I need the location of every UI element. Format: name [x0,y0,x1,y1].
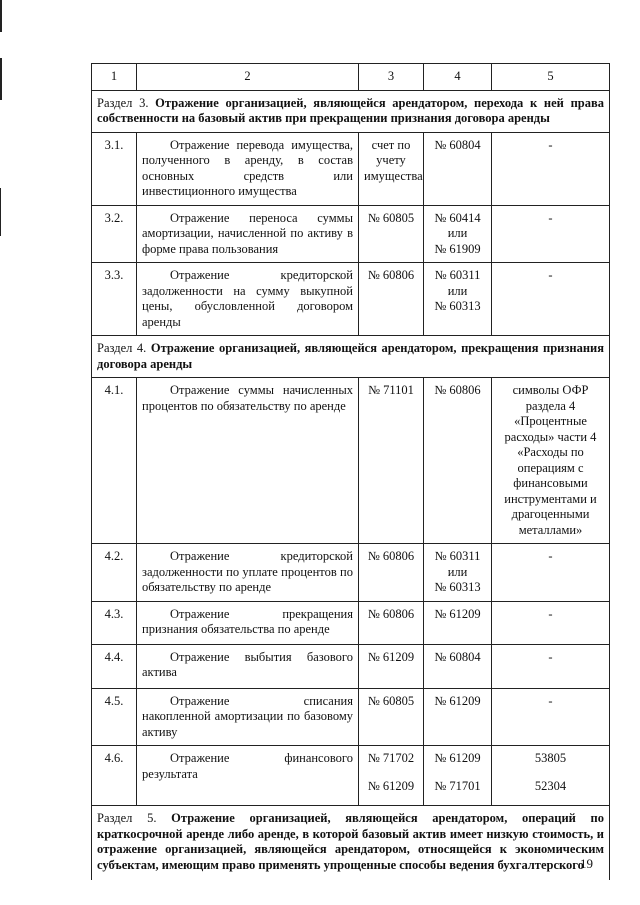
credit-line: № 71701 [434,778,481,793]
debit-account: № 61209 [359,644,424,688]
section-prefix: Раздел 4. [97,341,147,355]
debit-account: № 60806 [359,601,424,644]
row-number: 3.1. [92,132,137,205]
credit-account [424,746,492,806]
table-row [92,746,610,806]
debit-account: № 60806 [359,263,424,336]
table-row [92,544,610,602]
credit-line: или [447,283,468,298]
page-number: 19 [580,856,593,871]
section-prefix: Раздел 5. [97,811,157,825]
credit-account [424,263,492,336]
operation-description: Отражение кредиторской задолженности на сумму выкупной цены, обусловленной договором аренды [137,263,359,336]
credit-line: № 60806 [434,383,481,397]
credit-line: № 61209 [434,693,481,708]
row-number: 4.6. [92,746,137,806]
operation-description: Отражение переноса суммы амортизации, начисленной по активу в форме права пользования [137,205,359,263]
header-cell: 2 [137,64,359,91]
header-cell: 4 [424,64,492,91]
header-cell: 3 [359,64,424,91]
credit-account [424,378,492,544]
table-row [92,205,610,263]
section-title: Отражение организацией, являющейся арендатором, перехода к ней права собственности на базовый актив при прекращении признания договора аренды [97,95,604,125]
credit-account [424,205,492,263]
debit-account: № 60805 [359,688,424,746]
operation-description: Отражение кредиторской задолженности по уплате процентов по обязательству по аренде [137,544,359,602]
section-prefix: Раздел 3. [97,95,149,110]
row-number: 3.2. [92,205,137,263]
operation-description: Отражение выбытия базового актива [137,644,359,688]
operation-description: Отражение прекращения признания обязательства по аренде [137,601,359,644]
row-number: 4.3. [92,601,137,644]
section-heading-cell [92,336,610,378]
scan-mark [0,58,2,100]
ofr-symbol: символы ОФР раздела 4 «Процентные расходы» части 4 «Расходы по операциям с финансовыми инструментами и драгоценными металлами» [492,378,610,544]
credit-line: № 61909 [434,241,481,256]
credit-account [424,601,492,644]
row-number: 4.1. [92,378,137,544]
row-number: 4.2. [92,544,137,602]
credit-account [424,132,492,205]
scan-mark [0,0,2,32]
table-row [92,132,610,205]
credit-account [424,644,492,688]
credit-line: № 60313 [434,299,481,313]
credit-line: № 60804 [434,137,481,152]
operation-description: Отражение перевода имущества, полученного в аренду, в состав основных средств или инвестиционного имущества [137,132,359,205]
accounting-entries-table [91,63,610,880]
debit-line: № 71702 [367,751,415,765]
ofr-line: 52304 [534,778,567,793]
credit-line: № 60311 [434,268,481,282]
credit-line: № 60311 [434,549,481,563]
row-number: 4.4. [92,644,137,688]
credit-line: или [447,564,468,579]
operation-description: Отражение финансового результата [137,746,359,806]
ofr-symbol [492,746,610,806]
ofr-symbol: - [492,544,610,602]
credit-account [424,544,492,602]
credit-line: № 61209 [434,751,481,765]
row-number: 3.3. [92,263,137,336]
debit-account: счет по учету имущества [359,132,424,205]
debit-account: № 71101 [359,378,424,544]
section-4-heading [92,336,610,378]
section-5-heading [92,806,610,881]
ofr-line: 53805 [534,751,567,765]
section-3-heading [92,90,610,132]
credit-line: № 60414 [434,210,481,225]
header-row [92,64,610,91]
debit-account [359,746,424,806]
table-row [92,644,610,688]
ofr-symbol: - [492,132,610,205]
row-number: 4.5. [92,688,137,746]
section-heading-cell [92,806,610,881]
header-cell: 1 [92,64,137,91]
section-title: Отражение организацией, являющейся арендатором, прекращения признания договора аренды [97,341,605,371]
debit-account: № 60806 [359,544,424,602]
credit-line: № 60804 [434,649,481,664]
table-row [92,263,610,336]
ofr-symbol: - [492,601,610,644]
table-row [92,378,610,544]
debit-line: № 61209 [367,778,415,793]
credit-line: № 61209 [434,606,481,621]
scan-mark [0,188,1,236]
header-cell: 5 [492,64,610,91]
ofr-symbol: - [492,688,610,746]
credit-line: № 60313 [434,580,481,594]
ofr-symbol: - [492,644,610,688]
credit-account [424,688,492,746]
section-title: Отражение организацией, являющейся арендатором, операций по краткосрочной аренде либо аренде, в которой базовый актив имеет низкую стоимость, и отражение организацией, являющейся арендатором, относящейся к экономическим субъектам, имеющим право применять упрощенные способы ведения бухгалтерского [97,811,605,872]
section-heading-cell [92,90,610,132]
ofr-symbol: - [492,263,610,336]
table-row [92,688,610,746]
credit-line: или [447,226,468,240]
ofr-symbol: - [492,205,610,263]
table-row [92,601,610,644]
operation-description: Отражение суммы начисленных процентов по обязательству по аренде [137,378,359,544]
debit-account: № 60805 [359,205,424,263]
operation-description: Отражение списания накопленной амортизации по базовому активу [137,688,359,746]
